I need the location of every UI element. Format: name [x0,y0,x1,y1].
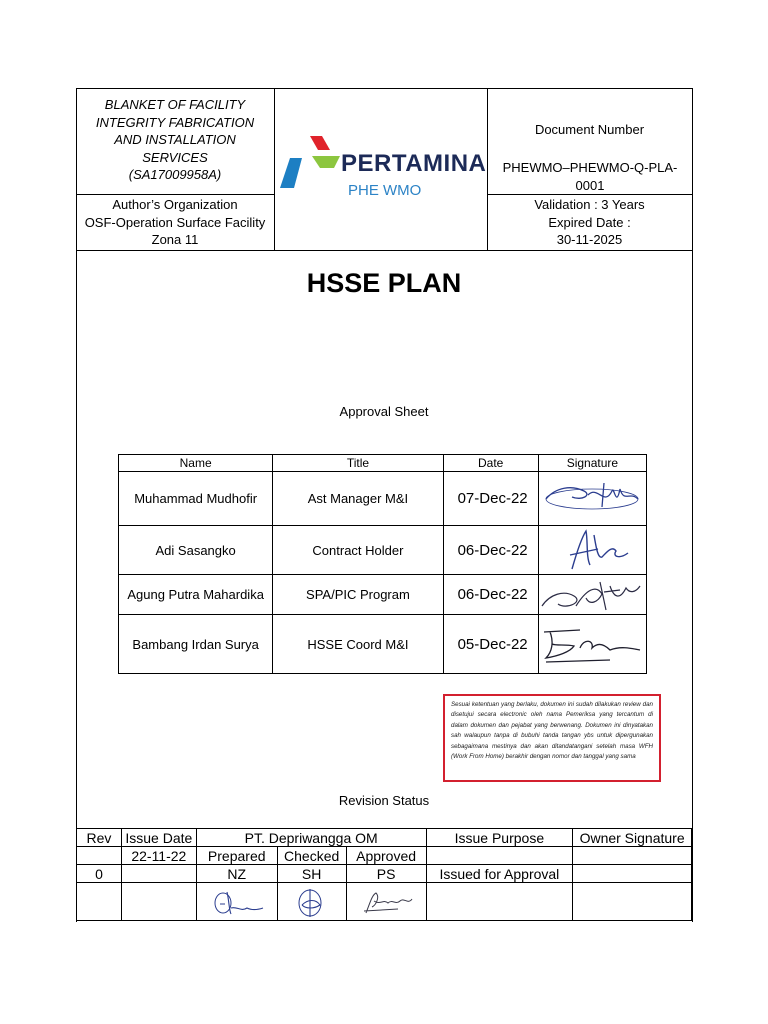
expired-date: 30-11-2025 [556,232,623,247]
validity-info [488,196,691,249]
contract-line: AND INSTALLATION [114,132,236,147]
approval-date: 07-Dec-22 [443,472,538,526]
header-divider-1 [274,88,275,250]
checked-signature [277,883,346,921]
approver-title: HSSE Coord M&I [273,615,443,674]
pertamina-logo [276,130,486,202]
col-title-header: Title [273,455,443,472]
col-signature-header: Signature [538,455,646,472]
signature-image [540,576,644,614]
revision-status-heading: Revision Status [338,793,430,808]
approved-initials: PS [346,865,426,883]
empty-cell [77,847,122,865]
revision-table [76,828,692,921]
signature-image [292,885,332,919]
empty-cell [77,883,122,921]
revision-header-row [77,829,692,847]
empty-cell [573,847,692,865]
empty-cell [426,883,573,921]
logo-unit: PHE WMO [348,182,422,199]
document-number [492,159,688,194]
col-name-header: Name [119,455,273,472]
author-line: Zona 11 [151,232,199,247]
approver-title: SPA/PIC Program [273,575,443,615]
electronic-approval-stamp: Sesuai ketentuan yang berlaku, dokumen ini sudah dilakukan review dan disetujui secara electronic oleh nama Pemeriksa yang tercantum di dalam dokumen dan pejabat yang berwenang. Dokumen ini dinyatakan sah walaupun tanpa di bubuhi tanda tangan ybs untuk dipergunakan sebagaimana mestinya dan akan ditandatangani setelah masa WFH (Work From Home) berakhir dengan nomor dan tanggal yang sama [443,694,661,782]
approver-title: Contract Holder [273,526,443,575]
table-row [119,472,647,526]
header-border-top [76,88,693,89]
owner-signature-cell [573,883,692,921]
document-title: HSSE PLAN [306,268,462,298]
table-row [77,865,692,883]
contract-line: BLANKET OF FACILITY [104,97,246,112]
approved-signature [346,883,426,921]
validity-line: Validation : 3 Years [534,197,645,212]
approval-table [118,454,647,674]
approver-title: Ast Manager M&I [273,472,443,526]
approver-name: Bambang Irdan Surya [119,615,273,674]
company-header: PT. Depriwangga OM [196,829,426,847]
expired-label: Expired Date : [548,214,631,230]
checked-initials: SH [277,865,346,883]
contract-title [77,96,273,184]
rev-header: Rev [77,829,122,847]
signature-image [542,527,642,573]
header-right-hline [487,194,692,195]
rev-number: 0 [77,865,122,883]
approval-date: 05-Dec-22 [443,615,538,674]
empty-cell [121,865,196,883]
issue-purpose-header: Issue Purpose [426,829,573,847]
contract-line: INTEGRITY FABRICATION [95,114,255,130]
issue-purpose: Issued for Approval [426,865,573,883]
signature-image [542,477,642,521]
issue-date-header: Issue Date [121,829,196,847]
approved-header: Approved [346,847,426,865]
page-border-right [692,88,693,922]
document-number-line: PHEWMO–PHEWMO-Q-PLA- [502,160,678,175]
document-number-line: 0001 [575,177,605,193]
contract-line: (SA17009958A) [128,167,222,182]
author-organization [77,196,273,249]
owner-signature-header: Owner Signature [573,829,692,847]
approval-header-row [119,455,647,472]
signature-image [207,886,267,918]
header-left-hline [76,194,274,195]
table-row [119,526,647,575]
checked-header: Checked [277,847,346,865]
signature-cell [538,472,646,526]
prepared-initials: NZ [196,865,277,883]
revision-signature-row [77,883,692,921]
approval-date: 06-Dec-22 [443,575,538,615]
empty-cell [121,883,196,921]
issue-date-value: 22-11-22 [121,847,196,865]
approver-name: Muhammad Mudhofir [119,472,273,526]
document-number-label: Document Number [534,122,645,137]
approval-date: 06-Dec-22 [443,526,538,575]
author-line: OSF-Operation Surface Facility [84,214,266,230]
signature-cell [538,526,646,575]
header-border-bottom [76,250,693,251]
signature-cell [538,575,646,615]
empty-cell [426,847,573,865]
revision-subheader-row [77,847,692,865]
pertamina-mark-icon [276,132,346,192]
prepared-header: Prepared [196,847,277,865]
empty-cell [573,865,692,883]
logo-brand: PERTAMINA [341,150,487,177]
approver-name: Adi Sasangko [119,526,273,575]
contract-line: SERVICES [142,149,208,165]
approver-name: Agung Putra Mahardika [119,575,273,615]
signature-image [540,622,644,666]
col-date-header: Date [443,455,538,472]
signature-cell [538,615,646,674]
table-row [119,615,647,674]
prepared-signature [196,883,277,921]
approval-sheet-heading: Approval Sheet [339,404,429,419]
table-row [119,575,647,615]
signature-image [356,887,416,917]
author-line: Author’s Organization [112,197,238,212]
